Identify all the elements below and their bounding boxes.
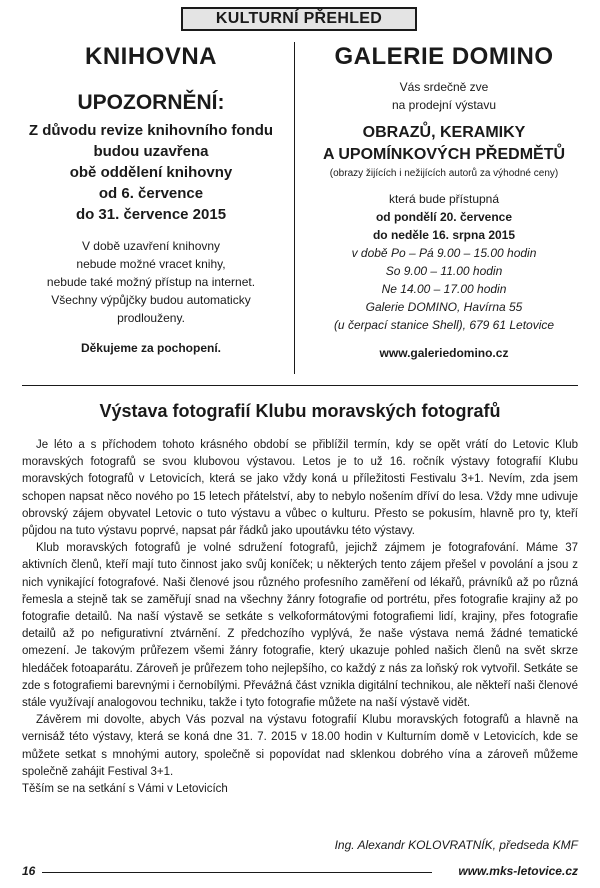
warning-line: Z důvodu revize knihovního fondu: [28, 122, 274, 139]
exhibit-line: OBRAZŮ, KERAMIKY: [362, 124, 526, 141]
hours-block: [305, 244, 583, 334]
info-line: V době uzavření knihovny: [81, 239, 221, 253]
hours-line: So 9.00 – 11.00 hodin: [385, 264, 503, 278]
library-column: [22, 42, 280, 357]
info-line: prodlouženy.: [117, 311, 185, 325]
article-paragraph: Závěrem mi dovolte, abych Vás pozval na výstavu fotografií Klubu moravských fotografů a hlavně na vernisáž této výstavy, která se koná dne 31. 7. 2015 v 18.00 hodin v Kulturním domě v Letovicích, kde se můžete setkat s mnohými autory, společně si popovídat nad sklenkou dobrého vína a zároveň můžeme společně zahájit Festival 3+1.: [22, 714, 578, 778]
article-paragraph: Klub moravských fotografů je volné sdružení fotografů, jejichž zájmem je fotografování. Máme 37 aktivních členů, kteří mají tuto činnost jako svůj koníček; u některých tento zájem přešel v povolání a jsou z nich vynikající fotografové. Naši členové jsou různého profesního zaměření od lékařů, právníků až po různá řemesla a stejně tak se zaměřují snad na všechny žánry fotografie od portrétu, přes fotografie krajiny až po fotografie detailů. Na naší výstavě se setkáte s velkoformátovými fotografiemi lidí, krajiny, přes fotografie detailů až po nefigurativní ztvárnění. Z předchozího vyplývá, že naše výstava nemá žádné tematické omezení. Je takovým průřezem všemi žánry fotografie, který ukazuje pohled našich členů na svět skrze hledáček fotoaparátu. Zároveň je průřezem toho nejlepšího, co každý z nás za loňský rok vytvořil. Setkáte se zde s fotografiemi barevnými i černobílými. Převážná část vznikla digitální technikou, ale někteří naši členové stále využívají analogovou techniku, takže i tyto fotografie můžete na naší výstavě vidět.: [22, 542, 578, 710]
library-info: [22, 237, 280, 327]
warning-line: od 6. července: [98, 185, 204, 202]
article-closing: Těším se na setkání s Vámi v Letovicích: [22, 783, 228, 796]
gallery-title: GALERIE DOMINO: [334, 43, 554, 70]
section-header: [181, 7, 417, 31]
footer-website[interactable]: www.mks-letovice.cz: [458, 864, 578, 878]
info-line: nebude také možný přístup na internet.: [46, 275, 256, 289]
article-body: [22, 437, 578, 798]
warning-title: UPOZORNĚNÍ:: [77, 91, 225, 114]
thanks-text: Děkujeme za pochopení.: [80, 341, 222, 355]
date-from: od pondělí 20. července: [375, 210, 513, 224]
article-title: Výstava fotografií Klubu moravských fotografů: [99, 401, 501, 421]
info-line: nebude možné vracet knihy,: [76, 257, 226, 271]
date-to: do neděle 16. srpna 2015: [372, 228, 516, 242]
info-line: Všechny výpůjčky budou automaticky: [51, 293, 251, 307]
invite-line: Vás srdečně zve: [399, 80, 489, 94]
footer-rule: [42, 872, 432, 873]
gallery-invite: [305, 78, 583, 114]
section-title: KULTURNÍ PŘEHLED: [215, 10, 383, 27]
article-signature: Ing. Alexandr KOLOVRATNÍK, předseda KMF: [334, 838, 578, 852]
exhibit-note: (obrazy žijících i nežijících autorů za výhodné ceny): [329, 168, 559, 179]
hours-line: v době Po – Pá 9.00 – 15.00 hodin: [351, 246, 537, 260]
hours-line: Ne 14.00 – 17.00 hodin: [381, 282, 507, 296]
warning-line: budou uzavřena: [93, 143, 209, 160]
gallery-column: [305, 42, 583, 362]
gallery-website[interactable]: www.galeriedomino.cz: [379, 346, 509, 360]
page-number: 16: [22, 864, 36, 878]
section-divider: [22, 385, 578, 386]
warning-line: obě oddělení knihovny: [69, 164, 233, 181]
exhibit-block: [305, 122, 583, 166]
open-label: která bude přístupná: [388, 192, 500, 206]
article-paragraph: Je léto a s příchodem tohoto krásného období se přiblížil termín, kdy se opět vrátí do Letovic Klub moravských fotografů se svou klubovou výstavou. Letos je to už 16. ročník výstavy fotografií Klubu moravských fotografů v Letovicích, která se jako vždy koná u příležitosti Festivalu 3+1. Nevím, zda jsem schopen napsat něco nového po 15 letech přátelství, aby to nebylo nošením dříví do lesa. Vždy mne udivuje obrovský zájem obyvatel Letovic o tuto výstavu a vůbec o kulturu. Přesto se pokusím, hlavně pro ty, kteří půjdou na tuto výstavu poprvé, napsat pár řádků jako upoutávku této výstavy.: [22, 439, 578, 538]
warning-block: [22, 120, 280, 225]
library-title: KNIHOVNA: [84, 43, 217, 70]
warning-line: do 31. července 2015: [75, 206, 227, 223]
hours-line: (u čerpací stanice Shell), 679 61 Letovice: [333, 318, 555, 332]
exhibit-line: A UPOMÍNKOVÝCH PŘEDMĚTŮ: [322, 146, 566, 163]
column-divider: [294, 42, 295, 374]
invite-line: na prodejní výstavu: [391, 98, 497, 112]
hours-line: Galerie DOMINO, Havírna 55: [365, 300, 523, 314]
